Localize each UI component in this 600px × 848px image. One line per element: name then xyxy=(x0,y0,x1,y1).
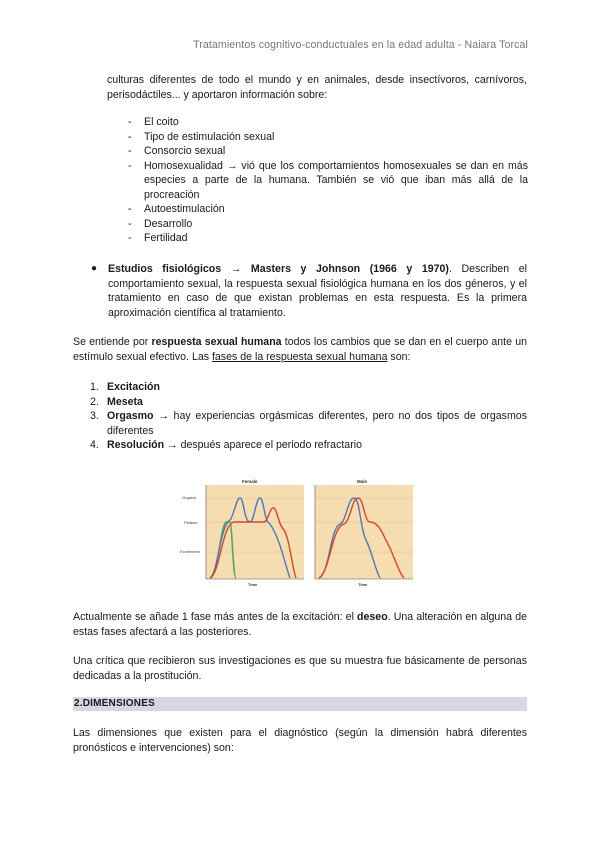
text-run: Actualmente se añade 1 fase más antes de la excitación: el xyxy=(73,611,358,623)
phase-name: Orgasmo xyxy=(107,410,154,422)
phase-item xyxy=(90,438,527,453)
y-label-excitement: Excitement xyxy=(180,549,200,554)
phases-list xyxy=(90,380,527,453)
phase-item xyxy=(90,409,527,438)
list-item: - Consorcio sexual xyxy=(128,144,528,159)
page-header: Tratamientos cognitivo-conductuales en la edad adulta - Naiara Torcal xyxy=(193,39,528,51)
phase-number: 3. xyxy=(90,410,99,422)
phase-item xyxy=(90,395,527,410)
phase-name: Resolución xyxy=(107,439,165,451)
phase-name: Meseta xyxy=(107,395,143,408)
female-panel xyxy=(206,485,304,579)
phase-number: 2. xyxy=(90,395,99,408)
critique-paragraph: Una crítica que recibieron sus investigaciones es que su muestra fue básicamente de personas dedicadas a la prostitución. xyxy=(73,655,527,682)
desire-paragraph xyxy=(73,610,527,639)
text-run: Se entiende por xyxy=(73,336,152,348)
female-title: Female xyxy=(242,479,258,484)
phase-number: 4. xyxy=(90,439,99,451)
physiological-studies-bullet xyxy=(91,262,527,320)
underlined-term: fases de la respuesta sexual humana xyxy=(211,350,388,363)
phase-item xyxy=(90,380,527,395)
male-x-label: Time xyxy=(358,582,368,587)
section-heading xyxy=(73,697,527,711)
phase-name: Excitación xyxy=(107,381,160,393)
bullet-icon: ● xyxy=(91,263,98,274)
bullet-text: . Describen el comportamiento sexual, la respuesta sexual fisiológica humana en los dos géneros, y el tratamiento en caso de que existan problemas en esta respuesta. Es la primera aproximación científica al tratamiento. xyxy=(108,263,527,319)
text-run: . Una alteración en alguna de estas fases afectará a las posteriores. xyxy=(73,611,527,638)
topics-list xyxy=(128,115,528,246)
phase-text: → después aparece el periodo refractario xyxy=(164,439,362,451)
phase-text: → hay experiencias orgásmicas diferentes, pero no dos tipos de orgasmos diferentes xyxy=(107,410,527,437)
y-label-plateau: Plateau xyxy=(184,520,198,525)
list-item: - Desarrollo xyxy=(128,217,528,232)
phase-number: 1. xyxy=(90,381,99,393)
text-run: son: xyxy=(387,350,411,363)
section-title: 2.DIMENSIONES xyxy=(74,698,155,709)
intro-paragraph: culturas diferentes de todo el mundo y en animales, desde insectívoros, carnívoros, perisodáctiles... y aportaron información sobre: xyxy=(107,74,527,101)
list-item: - Fertilidad xyxy=(128,231,528,246)
list-item: - Homosexualidad → vió que los comportamientos homosexuales se dan en más especies a parte de la humana. También se vió que iban más allá de la procreación xyxy=(128,159,528,203)
text-run: todos los cambios que se dan en el cuerpo ante un estímulo sexual efectivo. Las xyxy=(73,336,527,363)
list-item: - Autoestimulación xyxy=(128,202,528,217)
bold-term: respuesta sexual humana xyxy=(151,336,282,348)
response-paragraph xyxy=(73,335,527,364)
bold-term: deseo xyxy=(357,611,388,623)
female-x-label: Time xyxy=(248,582,258,587)
bullet-bold-text: Estudios fisiológicos → Masters y Johnson (1966 y 1970) xyxy=(108,263,449,275)
sexual-response-figure xyxy=(180,478,420,588)
list-item: - El coito xyxy=(128,115,528,130)
list-item: - Tipo de estimulación sexual xyxy=(128,130,528,145)
dimensions-paragraph: Las dimensiones que existen para el diagnóstico (según la dimensión habrá diferentes pronósticos e intervenciones) son: xyxy=(73,727,527,754)
y-label-orgasm: Orgasm xyxy=(182,495,197,500)
male-title: Male xyxy=(357,479,368,484)
